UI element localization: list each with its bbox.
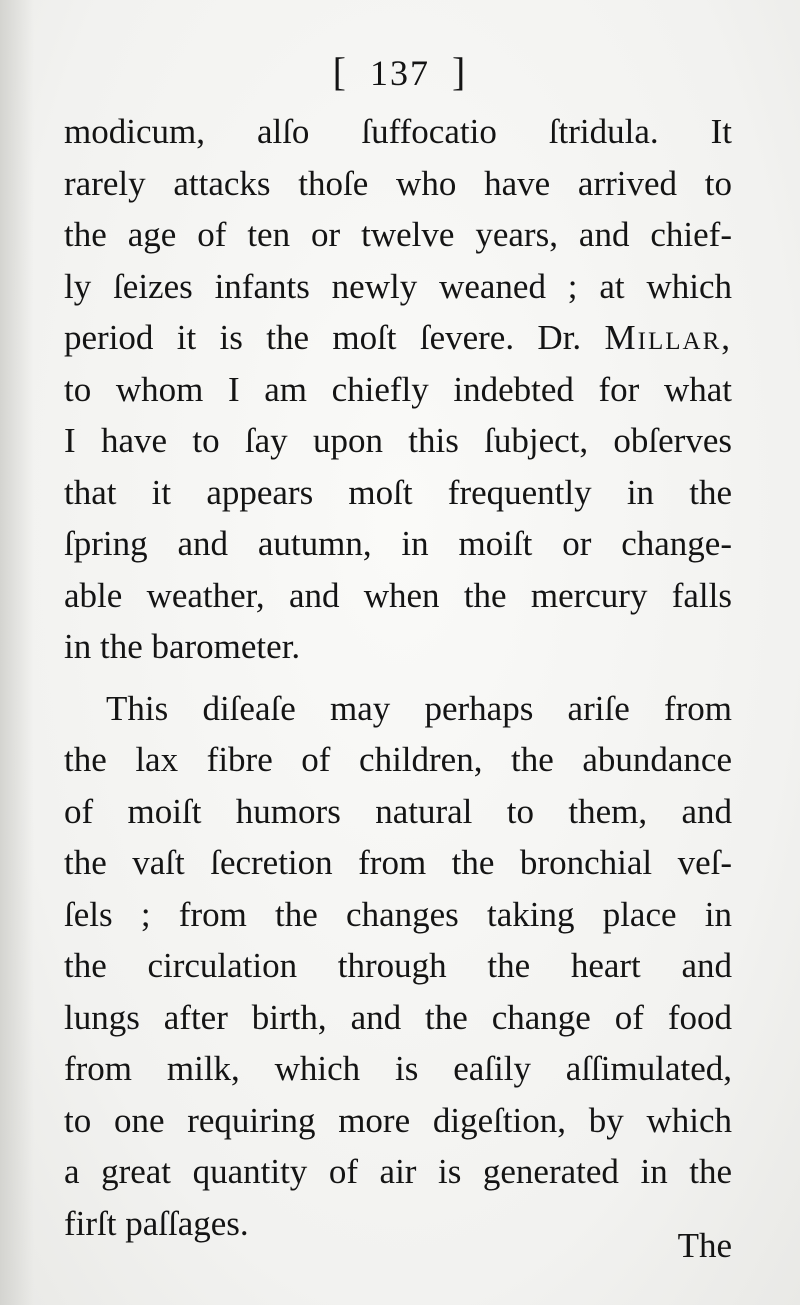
- text-line: ſels ; from the changes taking place in: [64, 894, 732, 934]
- text-line: of moiſt humors natural to them, and: [64, 791, 732, 831]
- text-line: rarely attacks thoſe who have arrived to: [64, 163, 732, 203]
- text-line: ly ſeizes infants newly weaned ; at which: [64, 266, 732, 306]
- text-line: to one requiring more digeſtion, by which: [64, 1100, 732, 1140]
- author-name-millar: Millar,: [604, 318, 732, 357]
- catchword: The: [677, 1226, 732, 1265]
- text-line: able weather, and when the mercury falls: [64, 575, 732, 615]
- text-line: ſpring and autumn, in moiſt or change-: [64, 524, 732, 563]
- text-line-part: period it is the moſt ſevere. Dr.: [64, 318, 605, 357]
- text-line: [64, 312, 732, 364]
- text-line: the vaſt ſecretion from the bronchial veſ-: [64, 843, 732, 882]
- text-line: firſt paſſages.: [64, 1203, 249, 1243]
- text-line: I have to ſay upon this ſubject, obſerves: [64, 421, 732, 460]
- text-line: the circulation through the heart and: [64, 946, 732, 985]
- body-text: [64, 106, 732, 1249]
- text-line: to whom I am chiefly indebted for what: [64, 369, 732, 409]
- paragraph-2: [64, 683, 732, 1250]
- page-number: 137: [370, 53, 430, 93]
- text-line: This diſeaſe may perhaps ariſe from: [106, 688, 732, 728]
- paragraph-gap: [64, 673, 732, 683]
- text-line: that it appears moſt frequently in the: [64, 472, 732, 512]
- text-line: in the barometer.: [64, 627, 301, 666]
- text-line: a great quantity of air is generated in the: [64, 1152, 732, 1191]
- gutter-shadow: [0, 0, 34, 1305]
- page-number-bracket-open: [: [332, 49, 348, 94]
- page-number-header: [0, 50, 800, 95]
- text-line: the age of ten or twelve years, and chief-: [64, 215, 732, 254]
- text-line: the lax fibre of children, the abundance: [64, 740, 732, 779]
- text-line: modicum, alſo ſuffocatio ſtridula. It: [64, 112, 732, 151]
- text-line: from milk, which is eaſily aſſimulated,: [64, 1049, 732, 1088]
- text-line: lungs after birth, and the change of food: [64, 997, 732, 1037]
- page-number-bracket-close: ]: [452, 49, 468, 94]
- paragraph-1: [64, 106, 732, 673]
